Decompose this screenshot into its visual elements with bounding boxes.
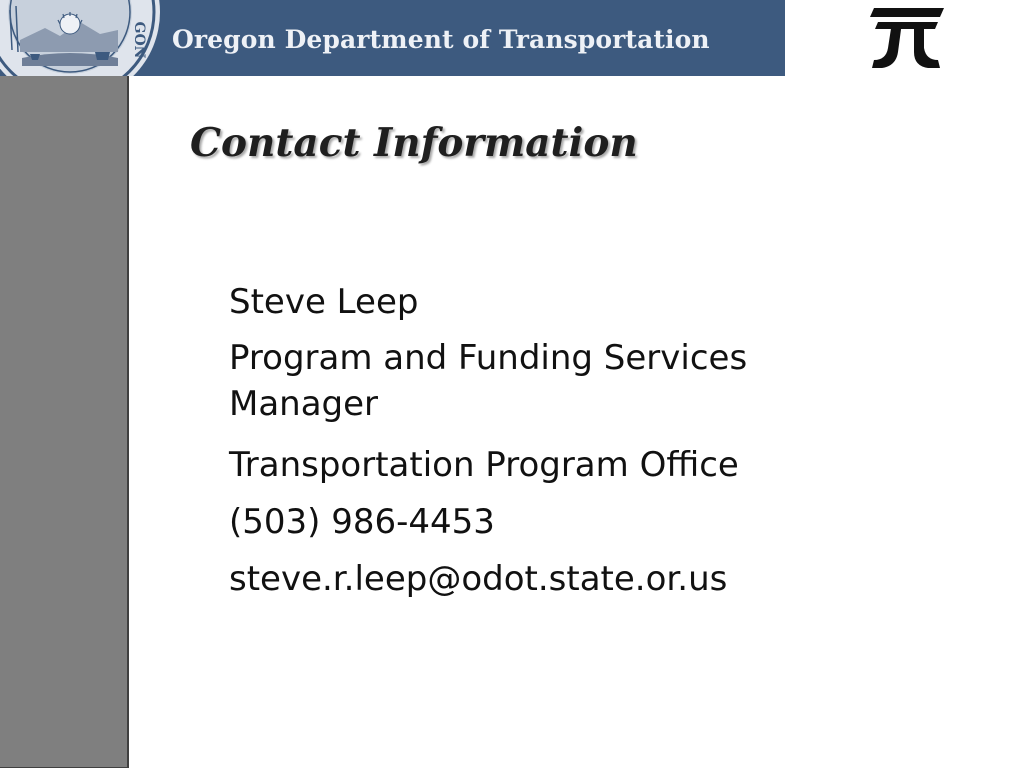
contact-name: Steve Leep [229,282,419,322]
contact-job-title: Program and Funding Services Manager [229,338,748,424]
slide-title: Contact Information [190,120,638,166]
odot-logo-icon [868,4,948,72]
contact-details [229,278,869,612]
svg-text:GON: GON [131,21,147,59]
contact-phone: (503) 986-4453 [229,502,495,542]
header-banner [0,0,785,76]
organization-title: Oregon Department of Transportation [172,25,710,54]
contact-office: Transportation Program Office [229,445,739,485]
contact-email: steve.r.leep@odot.state.or.us [229,559,728,599]
left-sidebar-bar [0,76,129,768]
oregon-state-seal-icon [0,0,160,76]
